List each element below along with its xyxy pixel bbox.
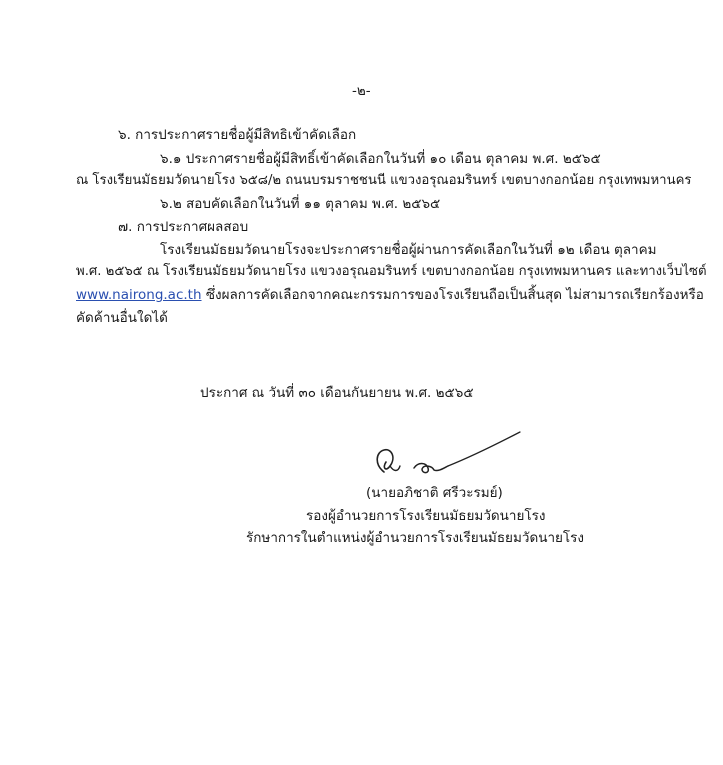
section7-heading: ๗. การประกาศผลสอบ bbox=[118, 219, 249, 235]
section6-item1-line2: ณ โรงเรียนมัธยมวัดนายโรง ๖๕๘/๒ ถนนบรมราชชนนี แขวงอรุณอมรินทร์ เขตบางกอกน้อย กรุงเทพมหานคร bbox=[76, 173, 692, 188]
page-number: -๒- bbox=[352, 83, 371, 99]
signature-image bbox=[368, 428, 528, 484]
section7-line4: คัดค้านอื่นใดได้ bbox=[76, 310, 168, 326]
section7-line3-rest: ซึ่งผลการคัดเลือกจากคณะกรรมการของโรงเรียนถือเป็นสิ้นสุด ไม่สามารถเรียกร้องหรือ bbox=[201, 287, 704, 303]
signer-name: (นายอภิชาติ ศรีวะรมย์) bbox=[366, 485, 503, 501]
section6-item2: ๖.๒ สอบคัดเลือกในวันที่ ๑๑ ตุลาคม พ.ศ. ๒๕๖๕ bbox=[160, 196, 441, 212]
section6-heading: ๖. การประกาศรายชื่อผู้มีสิทธิเข้าคัดเลือก bbox=[118, 127, 357, 143]
section6-item1-line1: ๖.๑ ประกาศรายชื่อผู้มีสิทธิ์เข้าคัดเลือกในวันที่ ๑๐ เดือน ตุลาคม พ.ศ. ๒๕๖๕ bbox=[160, 151, 601, 167]
signer-position1: รองผู้อำนวยการโรงเรียนมัธยมวัดนายโรง bbox=[306, 508, 546, 524]
section7-line1: โรงเรียนมัธยมวัดนายโรงจะประกาศรายชื่อผู้ผ่านการคัดเลือกในวันที่ ๑๒ เดือน ตุลาคม bbox=[160, 242, 657, 258]
section7-line2: พ.ศ. ๒๕๖๕ ณ โรงเรียนมัธยมวัดนายโรง แขวงอรุณอมรินทร์ เขตบางกอกน้อย กรุงเทพมหานคร และทางเว็บไซต์ bbox=[76, 264, 707, 279]
announcement-date: ประกาศ ณ วันที่ ๓๐ เดือนกันยายน พ.ศ. ๒๕๖๕ bbox=[200, 385, 474, 401]
website-link[interactable]: www.nairong.ac.th bbox=[76, 287, 202, 303]
signer-position2: รักษาการในตำแหน่งผู้อำนวยการโรงเรียนมัธยมวัดนายโรง bbox=[246, 530, 585, 546]
section7-line3 bbox=[76, 286, 704, 304]
